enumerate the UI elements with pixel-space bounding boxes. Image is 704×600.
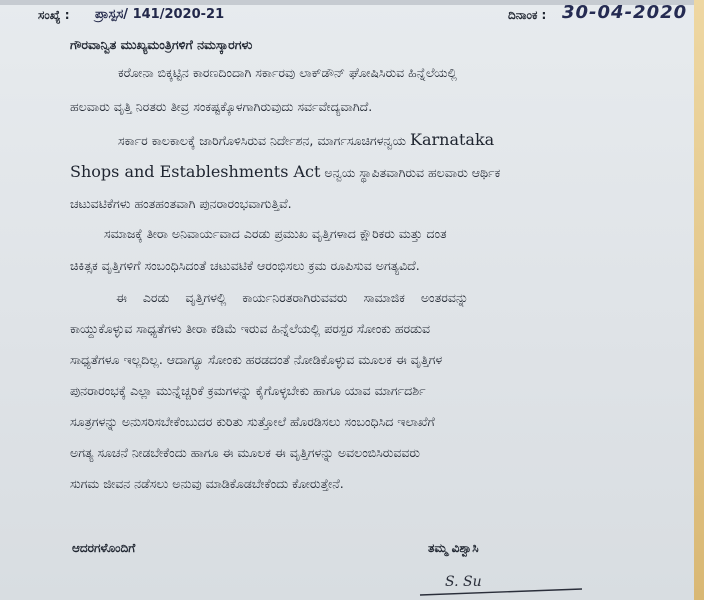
paragraph-2-line-1-english: Karnataka [410, 130, 495, 149]
paragraph-2-line-3: ಚಟುವಟಿಕೆಗಳು ಹಂತಹಂತವಾಗಿ ಪುನರಾರಂಭವಾಗುತ್ತಿವೆ. [70, 196, 292, 211]
paragraph-4-line-5: ಸೂತ್ರಗಳನ್ನು ಅನುಸರಿಸಬೇಕೆಂಬುದರ ಕುರಿತು ಸುತ್ತೋಲೆ ಹೊರಡಿಸಲು ಸಂಬಂಧಿಸಿದ ಇಲಾಖೆಗೆ [70, 414, 435, 429]
paragraph-4-line-1: ಈ ಎರಡು ವೃತ್ತಿಗಳಲ್ಲಿ ಕಾರ್ಯನಿರತರಾಗಿರುವವರು ಸಾಮಾಜಿಕ ಅಂತರವನ್ನು [116, 290, 469, 305]
paragraph-2-line-1 [118, 131, 494, 150]
reference-number: ಪ್ರಾಸ್ಪಸ/ 141/2020-21 [95, 7, 225, 22]
paragraph-1-line-1: ಕರೋನಾ ಬಿಕ್ಕಟ್ಟಿನ ಕಾರಣದಿಂದಾಗಿ ಸರ್ಕಾರವು ಲಾಕ್‌ಡೌನ್ ಘೋಷಿಸಿರುವ ಹಿನ್ನೆಲೆಯಲ್ಲಿ [118, 65, 457, 80]
closing-greeting: ಆದರಗಳೊಂದಿಗೆ [72, 541, 136, 555]
paragraph-2-line-2-kannada: ಅನ್ವಯ ಸ್ಥಾಪಿತವಾಗಿರುವ ಹಲವಾರು ಆರ್ಥಿಕ [324, 165, 501, 180]
signature [410, 570, 600, 600]
paragraph-4-line-4: ಪುನರಾರಂಭಕ್ಕೆ ಎಲ್ಲಾ ಮುನ್ನೆಚ್ಚರಿಕೆ ಕ್ರಮಗಳನ್ನು ಕೈಗೊಳ್ಳಬೇಕು ಹಾಗೂ ಯಾವ ಮಾರ್ಗದರ್ಶಿ [70, 383, 426, 398]
paragraph-2-line-1-kannada: ಸರ್ಕಾರ ಕಾಲಕಾಲಕ್ಕೆ ಜಾರಿಗೊಳಿಸಿರುವ ನಿರ್ದೇಶನ, ಮಾರ್ಗಸೂಚಿಗಳನ್ವಯ [118, 133, 407, 148]
paragraph-3-line-2: ಚಿಕಿತ್ಸಕ ವೃತ್ತಿಗಳಿಗೆ ಸಂಬಂಧಿಸಿದಂತೆ ಚಟುವಟಿಕೆ ಆರಂಭಿಸಲು ಕ್ರಮ ರೂಪಿಸುವ ಅಗತ್ಯವಿದೆ. [70, 258, 420, 273]
salutation: ಗೌರವಾನ್ವಿತ ಮುಖ್ಯಮಂತ್ರಿಗಳಿಗೆ ನಮಸ್ಕಾರಗಳು [70, 37, 253, 52]
paragraph-2-line-2-english: Shops and Estableshments Act [70, 162, 321, 181]
paragraph-2-line-2 [70, 163, 500, 182]
paragraph-4-line-7: ಸುಗಮ ಜೀವನ ನಡೆಸಲು ಅನುವು ಮಾಡಿಕೊಡಬೇಕೆಂದು ಕೋರುತ್ತೇನೆ. [70, 476, 344, 491]
paragraph-1-line-2: ಹಲವಾರು ವೃತ್ತಿ ನಿರತರು ತೀವ್ರ ಸಂಕಷ್ಟಕ್ಕೊಳಗಾಗಿರುವುದು ಸರ್ವವೇದ್ಯವಾಗಿದೆ. [70, 99, 373, 114]
paragraph-4-line-6: ಅಗತ್ಯ ಸೂಚನೆ ನೀಡಬೇಕೆಂದು ಹಾಗೂ ಈ ಮೂಲಕ ಈ ವೃತ್ತಿಗಳನ್ನು ಅವಲಂಬಿಸಿರುವವರು [70, 445, 421, 460]
yours-faithfully-label: ತಮ್ಮ ವಿಶ್ವಾಸಿ [428, 541, 479, 555]
paragraph-4-line-3: ಸಾಧ್ಯತೆಗಳೂ ಇಲ್ಲದಿಲ್ಲ. ಆದಾಗ್ಯೂ ಸೋಂಕು ಹರಡದಂತೆ ನೋಡಿಕೊಳ್ಳುವ ಮೂಲಕ ಈ ವೃತ್ತಿಗಳ [70, 352, 443, 367]
signature-text: S. Su [445, 574, 482, 590]
paragraph-3-line-1: ಸಮಾಜಕ್ಕೆ ತೀರಾ ಅನಿವಾರ್ಯವಾದ ಎರಡು ಪ್ರಮುಖ ವೃತ್ತಿಗಳಾದ ಕ್ಷೌರಿಕರು ಮತ್ತು ದಂತ [104, 226, 447, 241]
date-value: 30-04-2020 [562, 2, 688, 23]
page-right-edge [694, 0, 704, 600]
paragraph-4-line-2: ಕಾಯ್ದುಕೊಳ್ಳುವ ಸಾಧ್ಯತೆಗಳು ತೀರಾ ಕಡಿಮೆ ಇರುವ ಹಿನ್ನೆಲೆಯಲ್ಲಿ ಪರಸ್ಪರ ಸೋಂಕು ಹರಡುವ [70, 321, 431, 336]
date-label: ದಿನಾಂಕ : [508, 8, 547, 22]
reference-label: ಸಂಖ್ಯೆ : [38, 8, 70, 22]
